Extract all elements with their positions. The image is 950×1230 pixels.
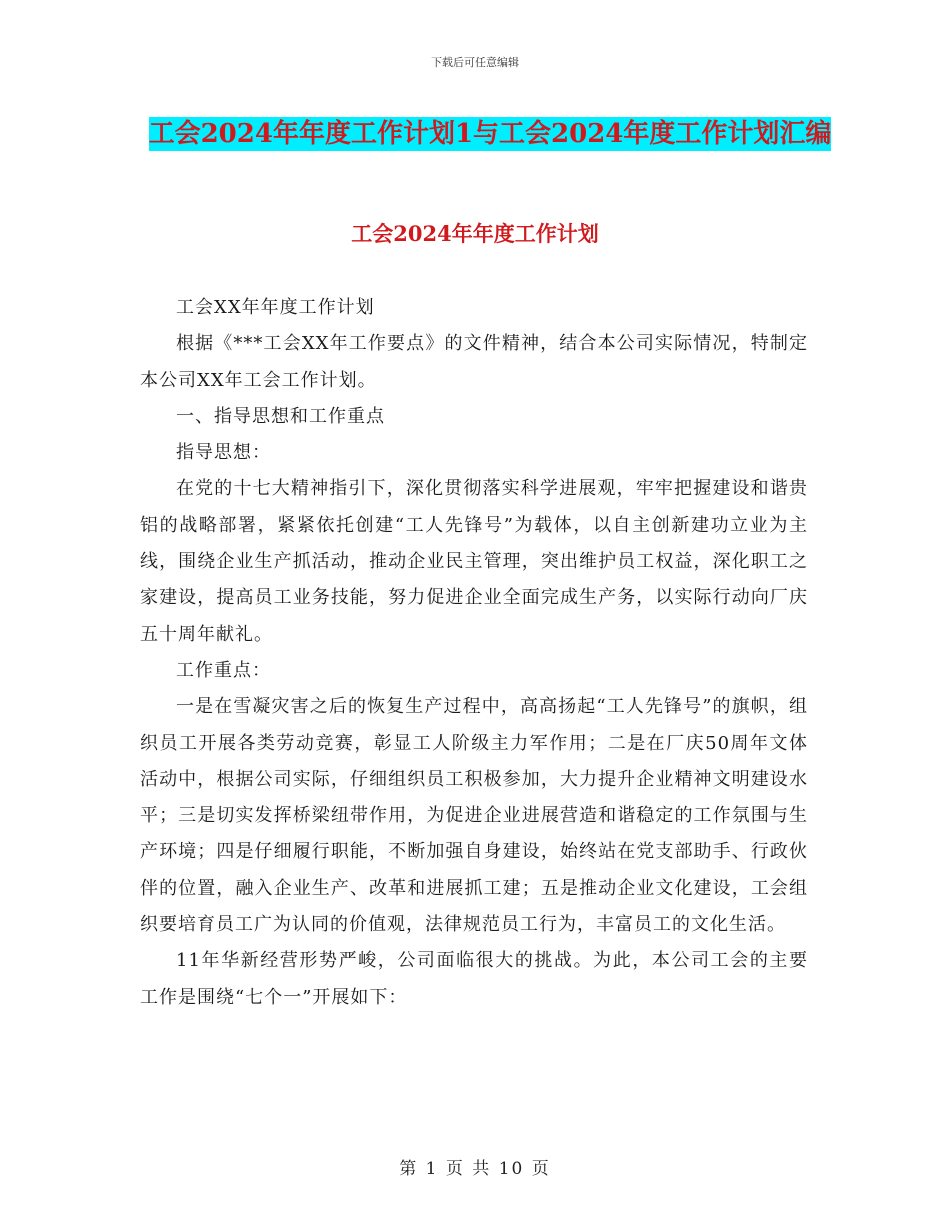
paragraph: 工会XX年年度工作计划: [176, 297, 375, 318]
section-title: 工会2024年年度工作计划: [351, 221, 599, 246]
paragraph: 一、指导思想和工作重点: [176, 405, 385, 427]
paragraph: 一是在雪凝灾害之后的恢复生产过程中，高高扬起“工人先锋号”的旗帜，组织员工开展各类劳动竞赛，彰显工人阶级主力军作用；二是在厂庆50周年文体活动中，根据公司实际，仔细组织员工积极参加，大力提升企业精神文明建设水平；三是切实发挥桥梁纽带作用，为促进企业进展营造和谐稳定的工作氛围与生产环境；四是仔细履行职能，不断加强自身建设，始终站在党支部助手、行政伙伴的位置，融入企业生产、改革和进展抓工建；五是推动企业文化建设，工会组织要培育员工广为认同的价值观，法律规范员工行为，丰富员工的文化生活。: [140, 696, 808, 936]
page-footer: 第 1 页 共 10 页: [399, 1159, 551, 1179]
paragraph: 在党的十七大精神指引下，深化贯彻落实科学进展观，牢牢把握建设和谐贵铝的战略部署，紧紧依托创建“工人先锋号”为载体，以自主创新建功立业为主线，围绕企业生产抓活动，推动企业民主管理，突出维护员工权益，深化职工之家建设，提高员工业务技能，努力促进企业全面完成生产务，以实际行动向厂庆五十周年献礼。: [140, 478, 808, 645]
paragraph: 11年华新经营形势严峻，公司面临很大的挑战。为此，本公司工会的主要工作是围绕“七个一”开展如下：: [140, 950, 808, 1008]
document-body: [140, 290, 808, 1016]
paragraph: 根据《***工会XX年工作要点》的文件精神，结合本公司实际情况，特制定本公司XX年工会工作计划。: [140, 333, 808, 391]
document-title: [140, 108, 840, 160]
paragraph: 工作重点：: [176, 659, 271, 681]
paragraph: 指导思想：: [176, 442, 271, 464]
document-title-text: 工会2024年年度工作计划1与工会2024年度工作计划汇编: [148, 119, 832, 149]
header-note: 下载后可任意编辑: [431, 56, 519, 69]
